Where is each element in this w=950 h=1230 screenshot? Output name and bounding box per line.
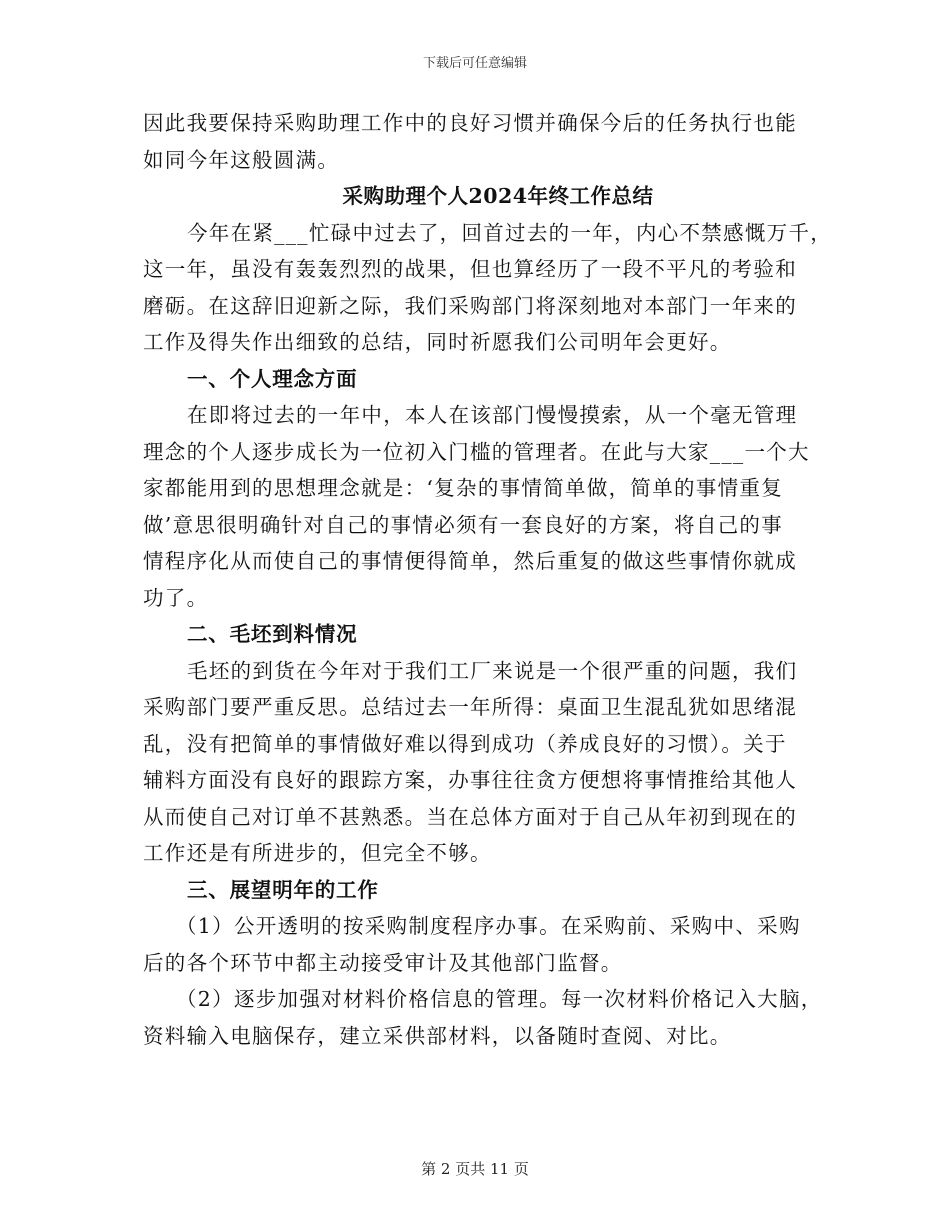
paragraph-line: 采购部门要严重反思。总结过去一年所得：桌面卫生混乱犹如思绪混 [143,695,797,719]
paragraph-line: 资料输入电脑保存，建立采供部材料，以备随时查阅、对比。 [143,1023,732,1048]
paragraph-line: 磨砺。在这辞旧迎新之际，我们采购部门将深刻地对本部门一年来的 [143,293,797,318]
paragraph-line: 因此我要保持采购助理工作中的良好习惯并确保今后的任务执行也能 [143,111,797,135]
section-title: 采购助理个人2024年终工作总结 [342,184,654,208]
paragraph-line: （2）逐步加强对材料价格信息的管理。每一次材料价格记入大脑， [176,987,823,1011]
page-number: 第 2 页共 11 页 [421,1160,529,1178]
paragraph-line: 做’意思很明确针对自己的事情必须有一套良好的方案，将自己的事 [143,512,784,537]
paragraph-line: 乱，没有把简单的事情做好难以得到成功（养成良好的习惯）。关于 [143,731,787,756]
paragraph-line: 辅料方面没有良好的跟踪方案，办事往往贪方便想将事情推给其他人 [143,768,797,792]
section-heading: 一、个人理念方面 [187,366,358,391]
paragraph-line: 今年在紧___忙碌中过去了，回首过去的一年，内心不禁感慨万千， [187,220,833,245]
paragraph-line: 在即将过去的一年中，本人在该部门慢慢摸索，从一个毫无管理 [187,403,798,427]
paragraph-line: （1）公开透明的按采购制度程序办事。在采购前、采购中、采购 [176,914,801,938]
page-header: 下载后可任意编辑 [422,56,527,71]
paragraph-line: 情程序化从而使自己的事情便得简单，然后重复的做这些事情你就成 [143,549,797,573]
paragraph-line: 家都能用到的思想理念就是：‘复杂的事情简单做，简单的事情重复 [143,476,784,500]
paragraph-line: 理念的个人逐步成长为一位初入门槛的管理者。在此与大家___一个大 [143,439,810,464]
paragraph-line: 功了。 [143,585,209,610]
paragraph-line: 这一年，虽没有轰轰烈烈的战果，但也算经历了一段不平凡的考验和 [143,257,797,281]
paragraph-line: 毛坯的到货在今年对于我们工厂来说是一个很严重的问题，我们 [187,658,798,683]
section-heading: 二、毛坯到料情况 [187,622,358,646]
paragraph-line: 工作还是有所进步的，但完全不够。 [143,841,492,865]
section-heading: 三、展望明年的工作 [187,877,379,902]
paragraph-line: 工作及得失作出细致的总结，同时祈愿我们公司明年会更好。 [143,330,732,354]
paragraph-line: 后的各个环节中都主动接受审计及其他部门监督。 [143,950,623,975]
paragraph-line: 从而使自己对订单不甚熟悉。当在总体方面对于自己从年初到现在的 [143,804,797,829]
document-body [143,105,833,1054]
paragraph-line: 如同今年这般圆满。 [143,147,340,172]
